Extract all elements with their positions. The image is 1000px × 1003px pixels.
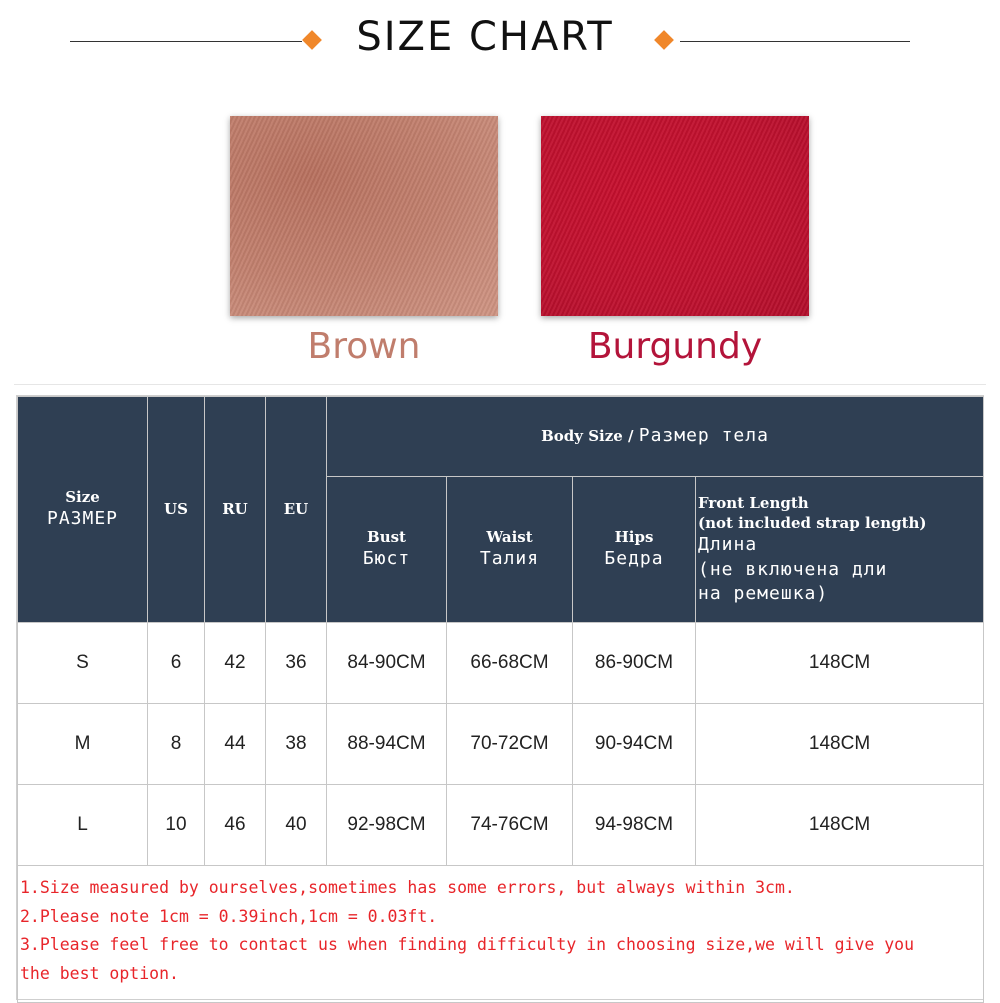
header-us: US (148, 397, 205, 623)
header-hips (573, 477, 696, 623)
cell-bust: 84-90CM (327, 623, 447, 704)
cell-hips: 86-90CM (573, 623, 696, 704)
notes-row (18, 866, 984, 1003)
header-hips-ru: Бедра (604, 548, 664, 570)
header-front-en-1: Front Length (698, 493, 809, 512)
note-line: 3.Please feel free to contact us when finding difficulty in choosing size,we will give you (20, 935, 915, 955)
header-hips-en: Hips (614, 528, 654, 547)
cell-us: 6 (148, 623, 205, 704)
cell-ru: 44 (205, 704, 266, 785)
color-swatch-burgundy (541, 116, 809, 316)
header-body-size-ru: Размер тела (638, 425, 769, 447)
color-swatch-brown (230, 116, 498, 316)
header-waist (447, 477, 573, 623)
header-body-size-en: Body Size / (541, 427, 634, 446)
cell-size: M (18, 704, 148, 785)
cell-bust: 92-98CM (327, 785, 447, 866)
header-front-ru-3: на ремешка) (698, 582, 829, 604)
header-front-length (696, 477, 984, 623)
header-body-size (327, 397, 984, 477)
header-size (18, 397, 148, 623)
header-waist-en: Waist (486, 528, 533, 547)
header-ru: RU (205, 397, 266, 623)
cell-waist: 66-68CM (447, 623, 573, 704)
cell-waist: 74-76CM (447, 785, 573, 866)
header-bust-ru: Бюст (362, 548, 411, 570)
header-bust (327, 477, 447, 623)
cell-eu: 40 (266, 785, 327, 866)
note-line: 1.Size measured by ourselves,sometimes has some errors, but always within 3cm. (20, 878, 795, 897)
header-bust-en: Bust (367, 528, 406, 547)
section-divider (14, 384, 986, 385)
table-row (18, 623, 984, 704)
cell-bust: 88-94CM (327, 704, 447, 785)
title-rule-left (70, 41, 302, 42)
cell-ru: 46 (205, 785, 266, 866)
cell-eu: 38 (266, 704, 327, 785)
title-rule-right (680, 41, 910, 42)
color-label-brown: Brown (307, 326, 421, 367)
notes-cell (18, 866, 984, 1003)
header-eu: EU (266, 397, 327, 623)
cell-eu: 36 (266, 623, 327, 704)
diamond-icon (302, 30, 322, 50)
cell-front: 148CM (696, 785, 984, 866)
header-size-ru: РАЗМЕР (46, 508, 119, 530)
header-size-en: Size (65, 488, 100, 507)
cell-hips: 90-94CM (573, 704, 696, 785)
cell-front: 148CM (696, 623, 984, 704)
note-line: 2.Please note 1cm = 0.39inch,1cm = 0.03ft. (20, 906, 438, 926)
header-front-ru-2: (не включена дли (698, 558, 888, 580)
cell-us: 8 (148, 704, 205, 785)
cell-us: 10 (148, 785, 205, 866)
header-waist-ru: Талия (479, 548, 540, 570)
table-row (18, 785, 984, 866)
size-table (16, 395, 984, 1000)
cell-hips: 94-98CM (573, 785, 696, 866)
cell-front: 148CM (696, 704, 984, 785)
header-front-ru-1: Длина (698, 534, 758, 556)
table-row (18, 704, 984, 785)
cell-waist: 70-72CM (447, 704, 573, 785)
header-front-en-2: (not included strap length) (698, 514, 927, 533)
cell-size: L (18, 785, 148, 866)
cell-size: S (18, 623, 148, 704)
cell-ru: 42 (205, 623, 266, 704)
color-label-burgundy: Burgundy (587, 326, 763, 367)
diamond-icon (654, 30, 674, 50)
page-title: SIZE CHART (356, 14, 614, 60)
note-line: the best option. (20, 963, 179, 983)
